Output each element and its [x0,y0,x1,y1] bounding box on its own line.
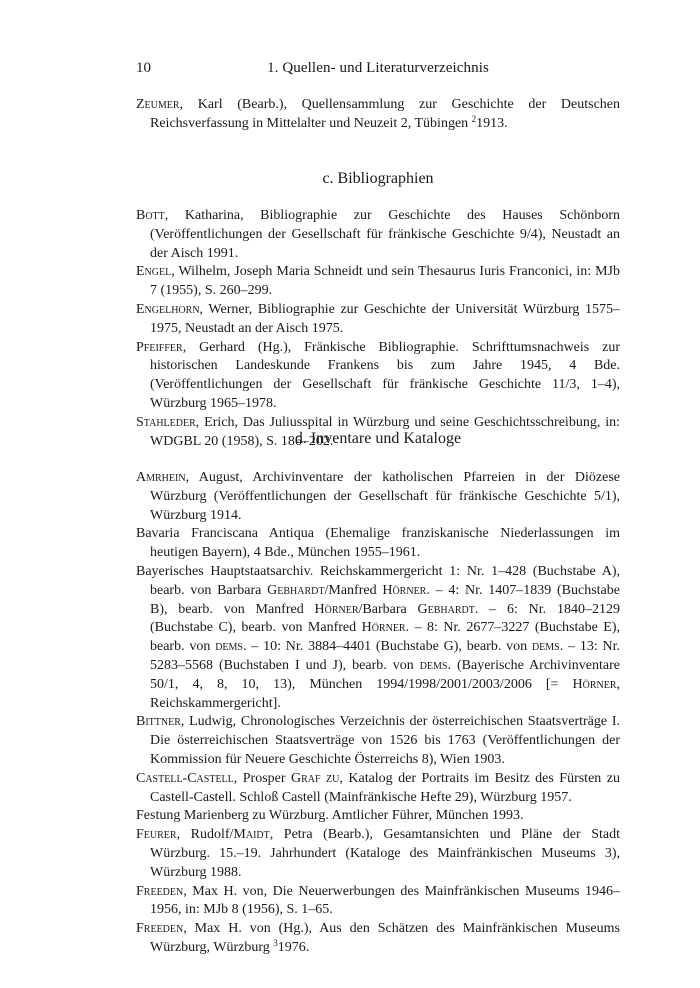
page-header [136,60,620,82]
bibliography-entry [136,207,620,263]
page-number: 10 [136,60,151,76]
bibliography-entry-list [136,207,620,451]
author-name: Bott [136,208,165,223]
running-title: 1. Quellen- und Literaturverzeichnis [267,60,489,76]
author-name: Zeumer [136,97,180,112]
entry-text: , Max H. von (Hg.), Aus den Schätzen des Mainfränkischen Museums Würzburg, Würzburg [150,921,620,955]
entry-text: . – 13: Nr. 5283–5568 (Buchstaben I und J), bearb. von [150,639,621,673]
author-name: Hörner [382,582,427,598]
bibliography-entry [136,96,620,134]
author-name: dems [419,657,448,673]
bibliography-entry [136,713,620,769]
author-name: Freeden [136,883,184,899]
bibliography-entry [136,807,620,826]
author-name: Maidt [233,827,270,843]
bibliography-entry [136,920,620,958]
author-name: Gebhardt [417,601,475,617]
edition-superscript: 2 [471,113,477,124]
entry-text: /Barbara [358,601,418,617]
entry-text: , Gerhard (Hg.), Fränkische Bibliographie. Schrifttumsnachweis zur historischen Landeskunde Frankens bis zum Jahre 1945, 4 Bde. (Veröffentlichungen der Gesellschaft für fränkische Geschichte 11/3, 1–4), Würzburg 1965–1978. [150,339,620,411]
entry-text: /Manfred [324,582,383,598]
entry-text: . – 4: Nr. 1407–1839 (Buchstabe B), bearb. von Manfred [150,582,620,617]
entry-text: , Prosper [233,770,292,786]
entry-text: 1976. [277,939,310,955]
entry-text: , Erich, Das Juliusspital in Würzburg und seine Geschichtsschreibung, in: WDGBL 20 (1958), S. 186–202. [150,414,620,449]
author-name: dems [531,639,560,655]
entry-text: , Max H. von, Die Neuerwerbungen des Mainfränkischen Museums 1946–1956, in: MJb 8 (1956), S. 1–65. [150,883,620,918]
entry-text: . – 10: Nr. 3884–4401 (Buchstabe G), bearb. von [243,639,532,655]
section-heading-inventare: d. Inventare und Kataloge [294,430,462,447]
bibliography-entry [136,826,620,882]
entry-text: . (Bayerische Archivinventare 50/1, 4, 8, 10, 13), München 1994/1998/2001/2003/2006 [= [150,657,621,692]
entry-text: Bavaria Franciscana Antiqua (Ehemalige franziskanische Niederlassungen im heutigen Bayern), 4 Bde., München 1955–1961. [136,526,620,561]
author-name: Gebhardt [267,582,325,598]
author-name: Hörner [314,601,359,617]
author-name: Hörner [361,620,406,636]
entry-text: , Werner, Bibliographie zur Geschichte der Universität Würzburg 1575–1975, Neustadt an der Aisch 1975. [150,301,620,336]
inventory-entry-list [136,469,620,958]
author-name: Freeden [136,921,184,937]
author-name: Engelhorn [136,301,200,317]
author-name: Stahleder [136,414,196,430]
author-name: dems [215,639,243,655]
bibliography-entry [136,563,620,713]
bibliography-entry [136,770,620,808]
bibliography-entry [136,301,620,339]
bibliography-entry [136,525,620,563]
edition-superscript: 3 [273,937,278,948]
bibliography-entry [136,263,620,301]
author-name: Engel [136,264,172,280]
entry-text: , Katalog der Portraits im Besitz des Fürsten zu Castell-Castell. Schloß Castell (Mainfränkische Hefte 29), Würzburg 1957. [150,770,620,805]
entry-text: Festung Marienberg zu Würzburg. Amtlicher Führer, München 1993. [136,808,524,824]
entry-text: , Reichskammergericht]. [150,676,620,711]
entry-text: , Wilhelm, Joseph Maria Schneidt und sein Thesaurus Iuris Franconici, in: MJb 7 (1955), S. 260–299. [150,264,620,299]
author-name: Amrhein [136,470,186,485]
entry-text: , Karl (Bearb.), Quellensammlung zur Geschichte der Deutschen Reichsverfassung in Mittelalter und Neuzeit 2, Tübingen [150,97,620,131]
entry-text: . – 8: Nr. 2677–3227 (Buchstabe E), bearb. von [150,620,620,655]
entry-text: Bayerisches Hauptstaatsarchiv. Reichskammergericht 1: Nr. 1–428 (Buchstabe A), bearb. von Barbara [136,563,620,598]
bibliography-entry [136,339,620,414]
author-name: Pfeiffer [136,339,183,355]
entry-text: . – 6: Nr. 1840–2129 (Buchstabe C), bearb. von Manfred [150,601,620,636]
top-entry-list [136,96,620,134]
entry-text: 1913. [476,115,508,131]
entry-text: , Rudolf/ [176,827,234,843]
author-name: Bittner [136,714,181,730]
entry-text: , Petra (Bearb.), Gesamtansichten und Pläne der Stadt Würzburg. 15.–19. Jahrhundert (Kataloge des Mainfränkischen Museums 3), Würzburg 1988. [150,827,620,880]
author-name: Hörner [572,676,617,692]
bibliography-entry [136,469,620,525]
entry-text: , Katharina, Bibliographie zur Geschichte des Hauses Schönborn (Veröffentlichungen der Gesellschaft für fränkische Geschichte 9/4), Neustadt an der Aisch 1991. [150,208,620,261]
author-name: Castell-Castell [136,770,234,786]
author-name: Feurer [136,827,177,843]
entry-text: , Ludwig, Chronologisches Verzeichnis der österreichischen Staatsverträge I. Die österreichischen Staatsverträge von 1526 bis 1763 (Veröffentlichungen der Kommission für Neuere Geschichte Österreichs 8), Wien 1903. [150,714,620,767]
entry-text: , August, Archivinventare der katholischen Pfarreien in der Diözese Würzburg (Veröffentlichungen der Gesellschaft für fränkische Geschichte 5/1), Würzburg 1914. [150,470,620,523]
bibliography-entry [136,883,620,921]
author-name: Graf zu [291,770,340,786]
section-heading-bibliographien: c. Bibliographien [322,170,434,187]
